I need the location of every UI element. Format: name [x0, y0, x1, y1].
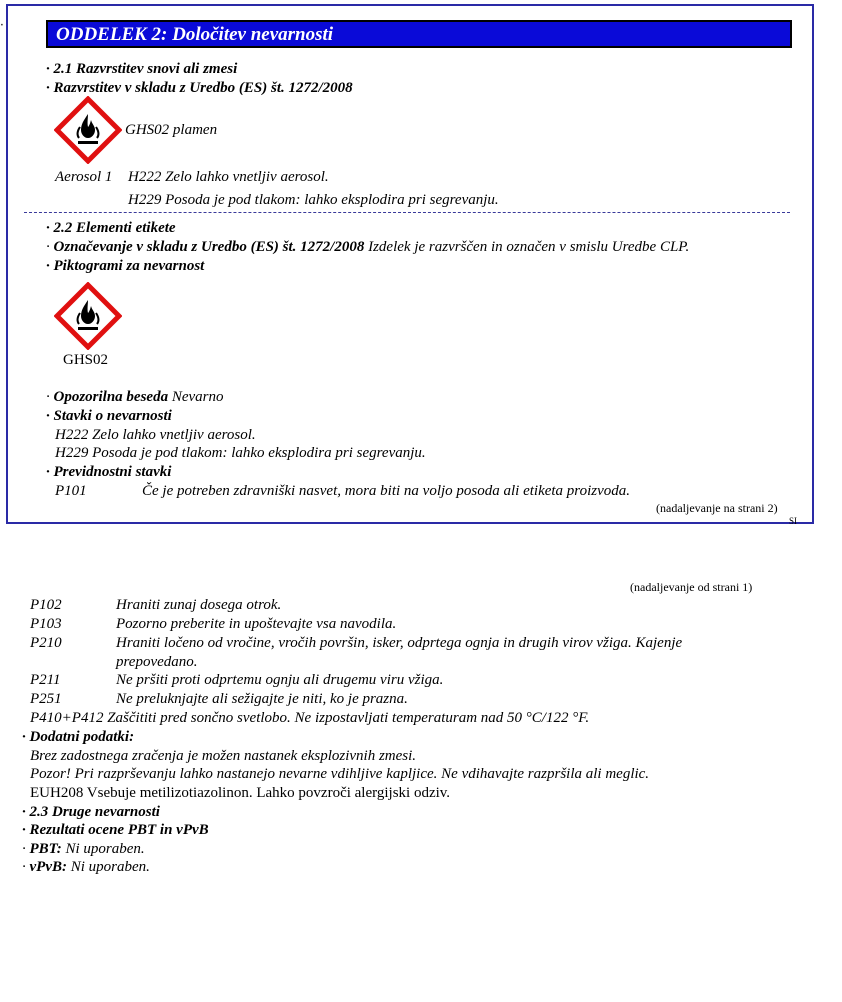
section-header: [46, 20, 792, 48]
p101-code: P101: [55, 483, 87, 499]
continued-on: (nadaljevanje na strani 2): [656, 501, 778, 515]
p251-code: P251: [30, 691, 62, 707]
s21-heading: · 2.1 Razvrstitev snovi ali zmesi: [46, 61, 238, 77]
s22-heading: · 2.2 Elementi etikete: [46, 220, 176, 236]
footer-line-right: [800, 522, 814, 523]
p211-text: Ne pršiti proti odprtemu ognju ali drugemu viru vžiga.: [116, 672, 444, 688]
additional-line-2: Pozor! Pri razprševanju lahko nastanejo nevarne vdihljive kapljice. Ne vdihavajte razpršila ali meglic.: [30, 766, 650, 782]
p210-code: P210: [30, 635, 62, 651]
ghs-label-2: GHS02: [63, 352, 109, 368]
p410-statement: P410+P412 Zaščititi pred sončno svetlobo. Ne izpostavljati temperaturam nad 50 °C/122 °F.: [30, 710, 590, 726]
signal-word: · Opozorilna beseda Nevarno: [46, 389, 224, 405]
p210-text: Hraniti ločeno od vročine, vročih površin, isker, odprtega ognja in drugih virov vžiga. Kajenje: [116, 635, 683, 651]
p102-code: P102: [30, 597, 62, 613]
ghs-label-1: GHS02 plamen: [125, 122, 218, 138]
p103-code: P103: [30, 616, 62, 632]
s23-heading: · 2.3 Druge nevarnosti: [22, 804, 160, 820]
margin-tick: ‧: [0, 18, 4, 32]
h229-statement: H229 Posoda je pod tlakom: lahko eksplodira pri segrevanju.: [55, 445, 426, 461]
pictograms-heading: · Piktogrami za nevarnost: [46, 258, 205, 274]
p251-text: Ne preluknjajte ali sežigajte je niti, ko je prazna.: [116, 691, 408, 707]
s21-regulation: · Razvrstitev v skladu z Uredbo (ES) št. 1272/2008: [46, 80, 353, 96]
p211-code: P211: [30, 672, 61, 688]
h222-statement: H222 Zelo lahko vnetljiv aerosol.: [55, 427, 256, 443]
hazard-statements-heading: · Stavki o nevarnosti: [46, 408, 172, 424]
additional-line-1: Brez zadostnega zračenja je možen nastanek eksplozivnih zmesi.: [30, 748, 417, 764]
p210-text-continued: prepovedano.: [116, 654, 198, 670]
pbt-heading: · Rezultati ocene PBT in vPvB: [22, 822, 209, 838]
label-regulation: · Označevanje v skladu z Uredbo (ES) št. 1272/2008 Izdelek je razvrščen in označen v smislu Uredbe CLP.: [46, 239, 690, 255]
h229-classification: H229 Posoda je pod tlakom: lahko eksplodira pri segrevanju.: [128, 192, 499, 208]
h222-classification: H222 Zelo lahko vnetljiv aerosol.: [128, 169, 329, 185]
p103-text: Pozorno preberite in upoštevajte vsa navodila.: [116, 616, 397, 632]
pbt-result: · PBT: Ni uporaben.: [22, 841, 145, 857]
flame-pictogram-icon: [54, 282, 122, 350]
flame-pictogram-icon: [54, 96, 122, 164]
vpvb-result: · vPvB: Ni uporaben.: [22, 859, 150, 875]
precaution-heading: · Previdnostni stavki: [46, 464, 172, 480]
continued-from: (nadaljevanje od strani 1): [630, 580, 753, 594]
additional-heading: · Dodatni podatki:: [22, 729, 135, 745]
country-code: SI: [789, 516, 798, 526]
p101-text: Če je potreben zdravniški nasvet, mora biti na voljo posoda ali etiketa proizvoda.: [142, 483, 630, 499]
aerosol-class: Aerosol 1: [55, 169, 113, 185]
p102-text: Hraniti zunaj dosega otrok.: [116, 597, 282, 613]
section-divider: [24, 212, 790, 213]
footer-line-left: [770, 522, 786, 523]
section-title: ODDELEK 2: Določitev nevarnosti: [56, 24, 334, 45]
additional-line-3: EUH208 Vsebuje metilizotiazolinon. Lahko povzroči alergijski odziv.: [30, 785, 451, 801]
